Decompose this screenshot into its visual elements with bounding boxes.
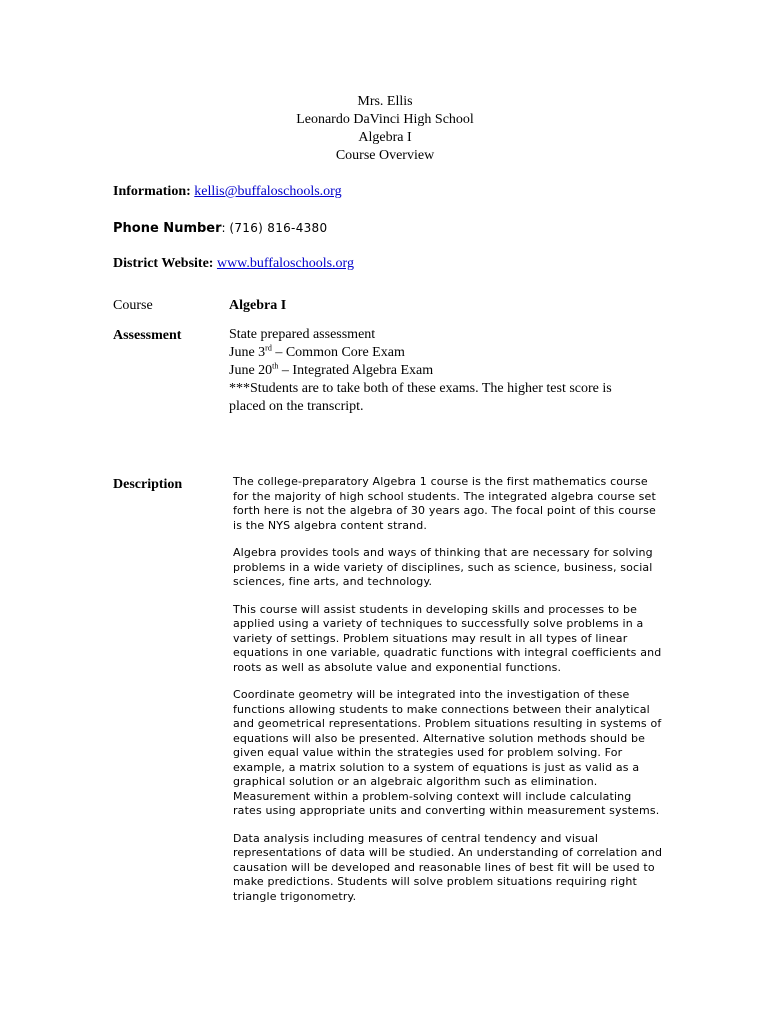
assessment-line xyxy=(229,344,659,362)
course-name: Algebra I xyxy=(358,130,412,145)
exam-name: – Common Core Exam xyxy=(271,345,405,360)
assessment-line: placed on the transcript. xyxy=(229,399,364,414)
document-header xyxy=(0,93,770,165)
description-paragraph: The college-preparatory Algebra 1 course is the first mathematics course for the majority of high school students. The integrated algebra course set forth here is not the algebra of 30 years ago. The focal point of this course is the NYS algebra content strand. xyxy=(233,475,656,532)
date-suffix: rd xyxy=(265,343,272,353)
description-label: Description xyxy=(113,477,183,492)
school-name: Leonardo DaVinci High School xyxy=(296,112,474,127)
description-paragraph: This course will assist students in developing skills and processes to be applied using a variety of techniques to successfully solve problems in a variety of settings. Problem situations may result in all types of linear equations in one variable, quadratic functions with integral coefficients and roots as well as absolute value and exponential functions. xyxy=(233,602,662,674)
email-link[interactable]: kellis@buffaloschools.org xyxy=(194,184,342,199)
description-paragraph: Algebra provides tools and ways of thinking that are necessary for solving problems in a wide variety of disciplines, such as science, business, social sciences, fine arts, and technology. xyxy=(233,546,653,588)
course-label: Course xyxy=(113,298,153,313)
assessment-date: June 3 xyxy=(229,345,266,360)
website-label: District Website: xyxy=(113,256,214,271)
assessment-label: Assessment xyxy=(113,328,182,343)
document-title: Course Overview xyxy=(335,148,435,163)
assessment-details xyxy=(229,326,659,416)
assessment-line: ***Students are to take both of these exams. The higher test score is xyxy=(229,381,612,396)
assessment-line xyxy=(229,362,659,380)
website-line xyxy=(113,255,354,273)
information-label: Information: xyxy=(113,184,191,199)
date-suffix: th xyxy=(272,361,279,371)
assessment-line: State prepared assessment xyxy=(229,327,376,342)
information-line xyxy=(113,183,342,201)
description-paragraph: Data analysis including measures of central tendency and visual representations of data will be studied. An understanding of correlation and causation will be developed and reasonable lines of best fit will be used to make predictions. Students will solve problem situations requiring right triangle trigonometry. xyxy=(233,831,663,903)
phone-label: Phone Number xyxy=(113,221,222,236)
phone-line xyxy=(113,219,327,238)
description-body xyxy=(233,475,663,917)
course-value: Algebra I xyxy=(229,298,287,313)
phone-colon: : xyxy=(221,221,226,235)
website-link[interactable]: www.buffaloschools.org xyxy=(216,256,354,271)
teacher-name: Mrs. Ellis xyxy=(357,94,413,109)
exam-name: – Integrated Algebra Exam xyxy=(278,363,434,378)
description-paragraph: Coordinate geometry will be integrated into the investigation of these functions allowing students to make connections between their analytical and geometrical representations. Problem situations resulting in systems of equations will also be presented. Alternative solution methods should be given equal value within the strategies used for problem solving. For example, a matrix solution to a system of equations is just as valid as a graphical solution or an algebraic algorithm such as elimination. Measurement within a problem-solving context will include calculating rates using appropriate units and converting within measurement systems. xyxy=(233,688,662,817)
assessment-date: June 20 xyxy=(229,363,273,378)
phone-number: (716) 816-4380 xyxy=(229,221,328,235)
